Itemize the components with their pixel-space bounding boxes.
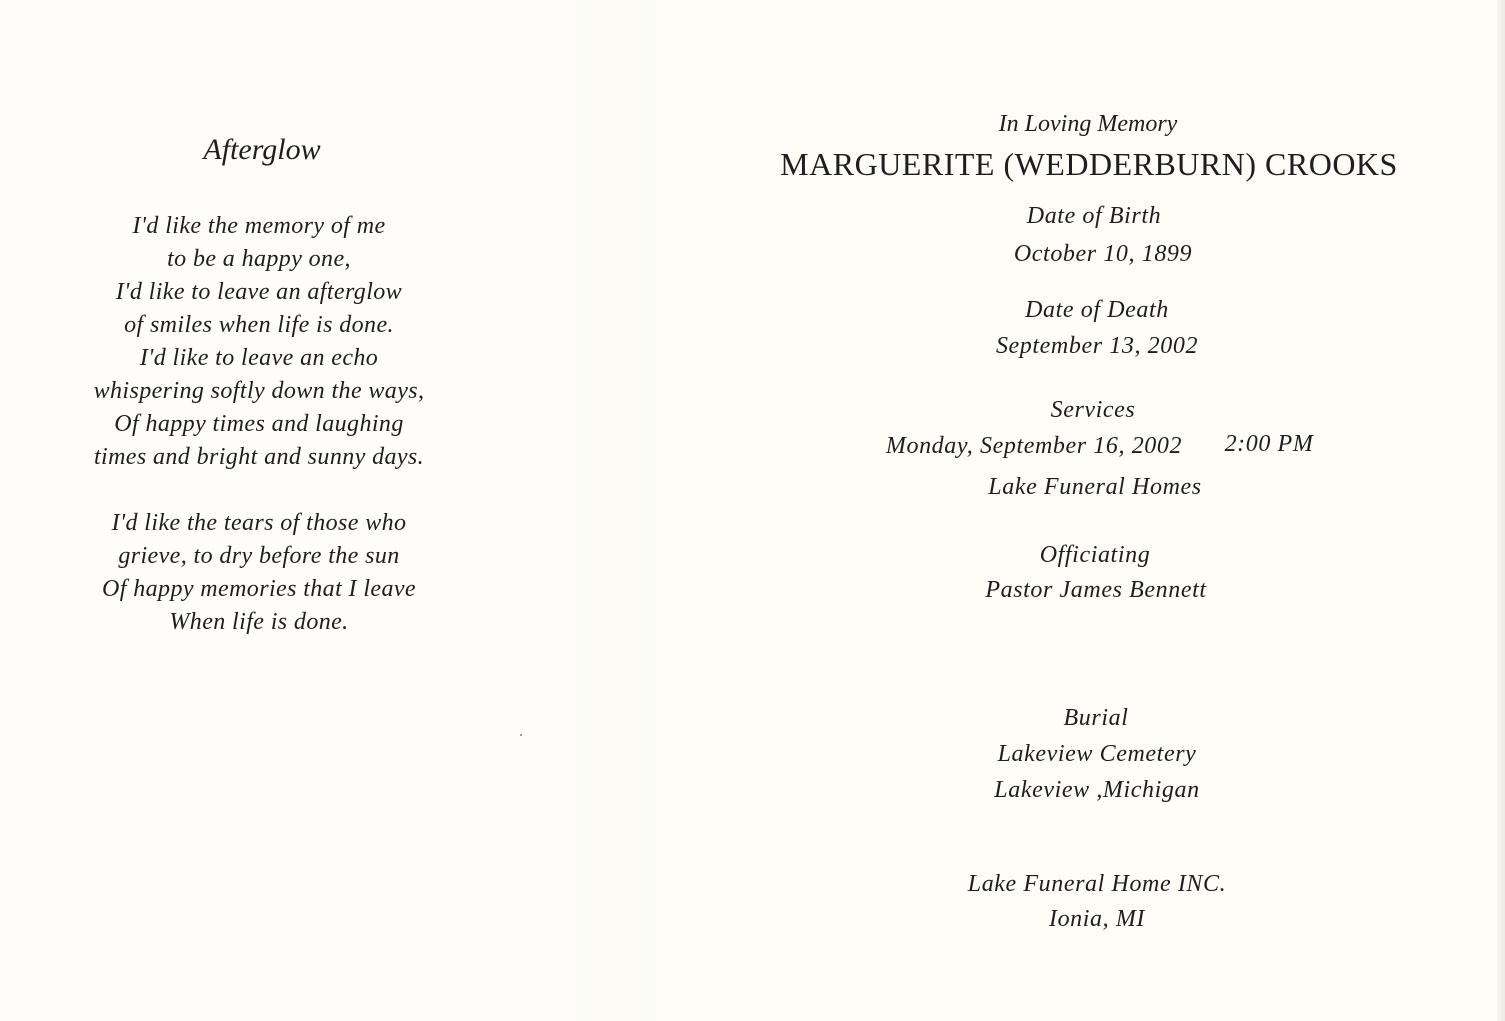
- services-time: 2:00 PM: [1224, 431, 1314, 457]
- poem-line: of smiles when life is done.: [124, 312, 394, 338]
- services-location: Lake Funeral Homes: [988, 474, 1202, 500]
- poem-line: grieve, to dry before the sun: [118, 543, 400, 569]
- deceased-name: MARGUERITE (WEDDERBURN) CROOKS: [780, 146, 1398, 182]
- services-date: Monday, September 16, 2002: [885, 433, 1183, 459]
- scan-edge: [1497, 0, 1505, 1021]
- death-date: September 13, 2002: [995, 333, 1199, 359]
- birth-date: October 10, 1899: [1013, 241, 1193, 267]
- poem-line: I'd like to leave an afterglow: [115, 279, 403, 305]
- poem-line: I'd like the tears of those who: [111, 510, 407, 536]
- cemetery-name: Lakeview Cemetery: [997, 741, 1197, 767]
- burial-location: Lakeview ,Michigan: [994, 777, 1200, 803]
- funeral-home-city: Ionia, MI: [1048, 906, 1146, 932]
- poem-title: Afterglow: [203, 133, 321, 166]
- birth-label: Date of Birth: [1026, 203, 1162, 229]
- poem-line: Of happy memories that I leave: [102, 576, 416, 602]
- poem-line: times and bright and sunny days.: [93, 444, 425, 470]
- officiant-name: Pastor James Bennett: [985, 577, 1207, 603]
- poem-line: Of happy times and laughing: [114, 411, 404, 437]
- services-label: Services: [1050, 397, 1136, 423]
- poem-line: When life is done.: [169, 609, 349, 635]
- poem-line: I'd like to leave an echo: [139, 345, 379, 371]
- death-label: Date of Death: [1025, 297, 1169, 323]
- poem-line: I'd like the memory of me: [132, 213, 386, 239]
- officiating-label: Officiating: [1039, 542, 1151, 568]
- funeral-home-name: Lake Funeral Home INC.: [967, 871, 1227, 897]
- scan-speck: [520, 734, 522, 736]
- poem-line: whispering softly down the ways,: [93, 378, 425, 404]
- memorial-heading: In Loving Memory: [998, 111, 1178, 137]
- poem-line: to be a happy one,: [167, 246, 351, 272]
- page-fold: [520, 0, 690, 1021]
- burial-label: Burial: [1063, 705, 1129, 731]
